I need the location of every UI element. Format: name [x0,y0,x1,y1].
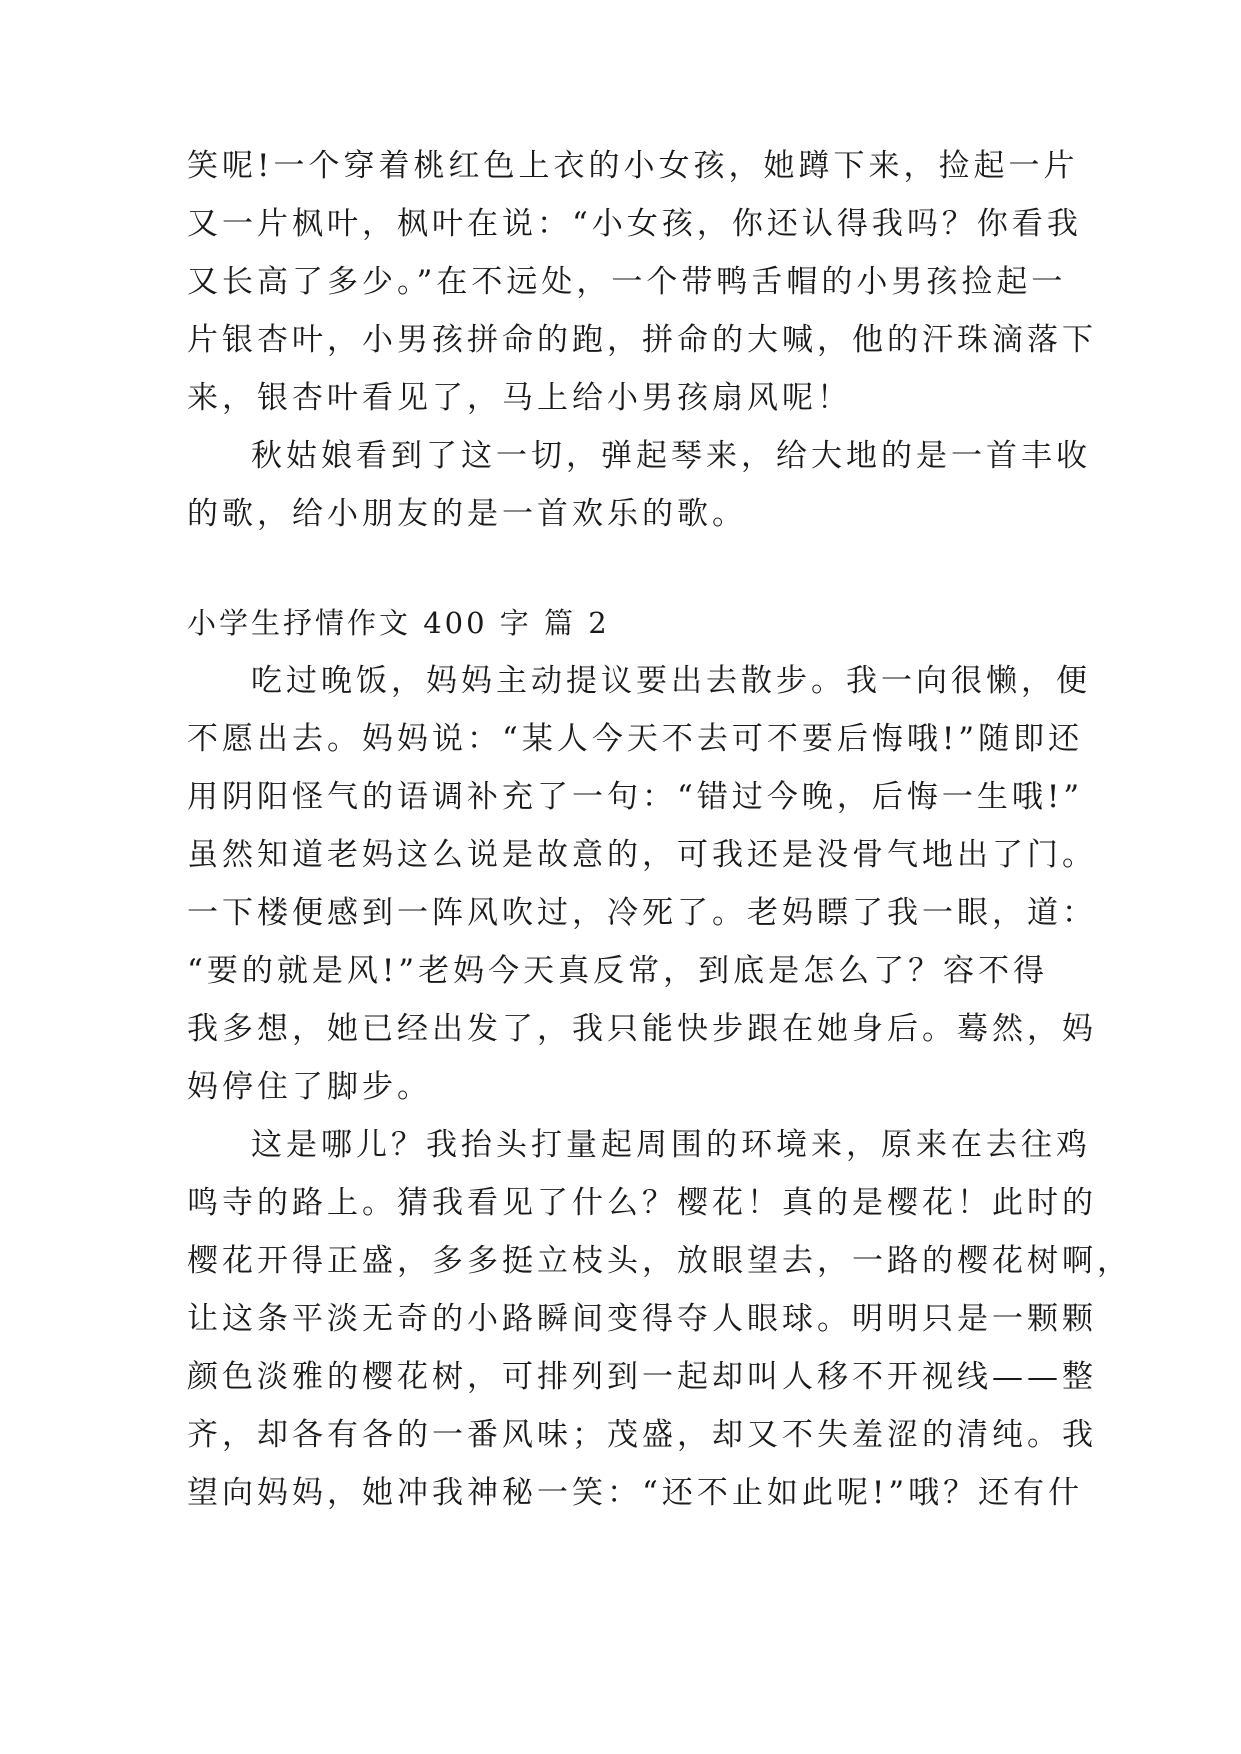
text-line: 一下楼便感到一阵风吹过，冷死了。老妈瞟了我一眼，道： [187,895,1097,931]
text-line: 望向妈妈，她冲我神秘一笑：“还不止如此呢!”哦？还有什 [187,1475,1084,1511]
essay-heading: 小学生抒情作文 400 字 篇 2 [187,606,610,640]
text-line: 又一片枫叶，枫叶在说：“小女孩，你还认得我吗？你看我 [187,206,1082,242]
essay-1-tail [187,137,1097,543]
text-line: 秋姑娘看到了这一切，弹起琴来，给大地的是一首丰收 [251,438,1091,474]
text-line: 齐，却各有各的一番风味；茂盛，却又不失羞涩的清纯。我 [187,1417,1097,1453]
text-line: 妈停住了脚步。 [187,1069,432,1105]
text-line: 的歌，给小朋友的是一首欢乐的歌。 [187,496,747,532]
text-line: 这是哪儿？我抬头打量起周围的环境来，原来在去往鸡 [251,1127,1091,1163]
paragraph [187,137,1097,427]
text-line: 又长高了多少。”在不远处，一个带鸭舌帽的小男孩捡起一 [187,264,1067,300]
text-line: 笑呢!一个穿着桃红色上衣的小女孩，她蹲下来，捡起一片 [187,148,1079,184]
text-line: 虽然知道老妈这么说是故意的，可我还是没骨气地出了门。 [187,837,1097,873]
text-line: 吃过晚饭，妈妈主动提议要出去散步。我一向很懒，便 [251,663,1091,699]
text-line: 用阴阳怪气的语调补充了一句：“错过今晚，后悔一生哦!” [187,779,1084,815]
text-line: 片银杏叶，小男孩拼命的跑，拼命的大喊，他的汗珠滴落下 [187,322,1097,358]
essay-2-body [187,652,1132,1522]
text-line: 颜色淡雅的樱花树，可排列到一起却叫人移不开视线——整 [187,1359,1097,1395]
text-line: 鸣寺的路上。猜我看见了什么？樱花！真的是樱花！此时的 [187,1185,1097,1221]
text-line: 让这条平淡无奇的小路瞬间变得夺人眼球。明明只是一颗颗 [187,1301,1097,1337]
text-line: 樱花开得正盛，多多挺立枝头，放眼望去，一路的樱花树啊， [187,1243,1132,1279]
paragraph [187,652,1097,1116]
paragraph [187,1116,1132,1522]
text-line: 不愿出去。妈妈说：“某人今天不去可不要后悔哦!”随即还 [187,721,1084,757]
text-line: 来，银杏叶看见了，马上给小男孩扇风呢！ [187,380,852,416]
text-line: 我多想，她已经出发了，我只能快步跟在她身后。蓦然，妈 [187,1011,1097,1047]
text-line: “要的就是风!”老妈今天真反常，到底是怎么了？容不得 [187,953,1049,989]
paragraph [187,427,1091,543]
